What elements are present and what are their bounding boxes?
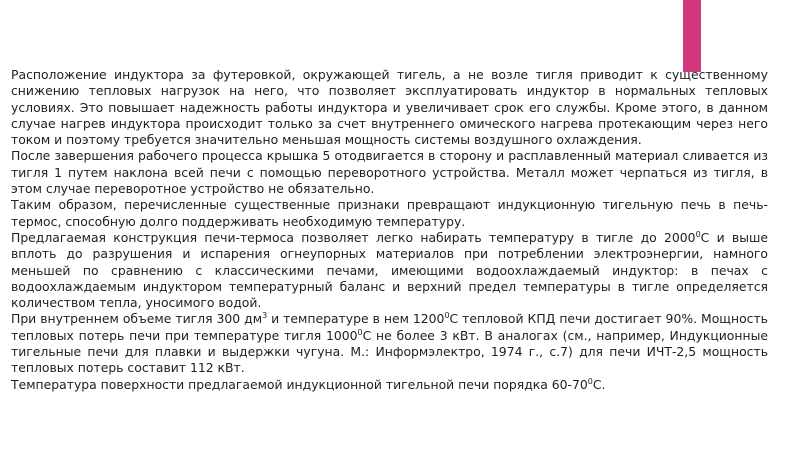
paragraph-temperature-range [11, 230, 768, 311]
text-fragment: Температура поверхности предлагаемой индукционной тигельной печи порядка 60-70 [11, 376, 588, 392]
paragraph-efficiency [11, 311, 768, 376]
paragraph-conclusion: Таким образом, перечисленные существенные признаки превращают индукционную тигельную печь в печь-термос, способную долго поддерживать необходимую температуру. [11, 197, 768, 229]
cubic-superscript: 3 [262, 311, 268, 321]
accent-bar [683, 0, 701, 72]
degree-superscript: 0 [695, 229, 701, 239]
text-fragment: С. [592, 376, 606, 392]
text-fragment: При внутреннем объеме тигля 300 дм [11, 311, 263, 327]
text-fragment: С тепловой КПД печи достигает 90%. Мощность тепловых потерь печи при температуре тигля 1000 [11, 311, 768, 343]
text-fragment: С и выше вплоть до разрушения и испарения огнеупорных материалов при потреблении электроэнергии, намного меньшей по сравнению с классическими печами, имеющими водоохлаждаемый индуктор: в печах с водоохлаждаемым индуктором температурный баланс и верхний предел температуры в тигле определяется количеством тепла, уносимого водой. [11, 229, 768, 311]
paragraph-surface-temperature [11, 377, 768, 393]
degree-superscript: 0 [357, 327, 363, 337]
text-fragment: Предлагаемая конструкция печи-термоса позволяет легко набирать температуру в тигле до 2000 [11, 229, 696, 245]
degree-superscript: 0 [587, 376, 593, 386]
paragraph-pouring: После завершения рабочего процесса крышка 5 отодвигается в сторону и расплавленный материал сливается из тигля 1 путем наклона всей печи с помощью переворотного устройства. Металл может черпаться из тигля, в этом случае переворотное устройство не обязательно. [11, 148, 768, 197]
text-fragment: и температуре в нем 1200 [267, 311, 445, 327]
degree-superscript: 0 [444, 311, 450, 321]
paragraph-inductor-placement: Расположение индуктора за футеровкой, окружающей тигель, а не возле тигля приводит к существенному снижению тепловых нагрузок на него, что позволяет эксплуатировать индуктор в нормальных тепловых условиях. Это повышает надежность работы индуктора и увеличивает срок его службы. Кроме этого, в данном случае нагрев индуктора происходит только за счет внутреннего омического нагрева протекающим через него током и поэтому требуется значительно меньшая мощность системы воздушного охлаждения. [11, 67, 768, 148]
text-fragment: С не более 3 кВт. В аналогах (см., например, Индукционные тигельные печи для плавки и выдержки чугуна. М.: Информэлектро, 1974 г., с.7) для печи ИЧТ-2,5 мощность тепловых потерь составит 112 кВт. [11, 327, 768, 376]
document-body [11, 67, 768, 393]
